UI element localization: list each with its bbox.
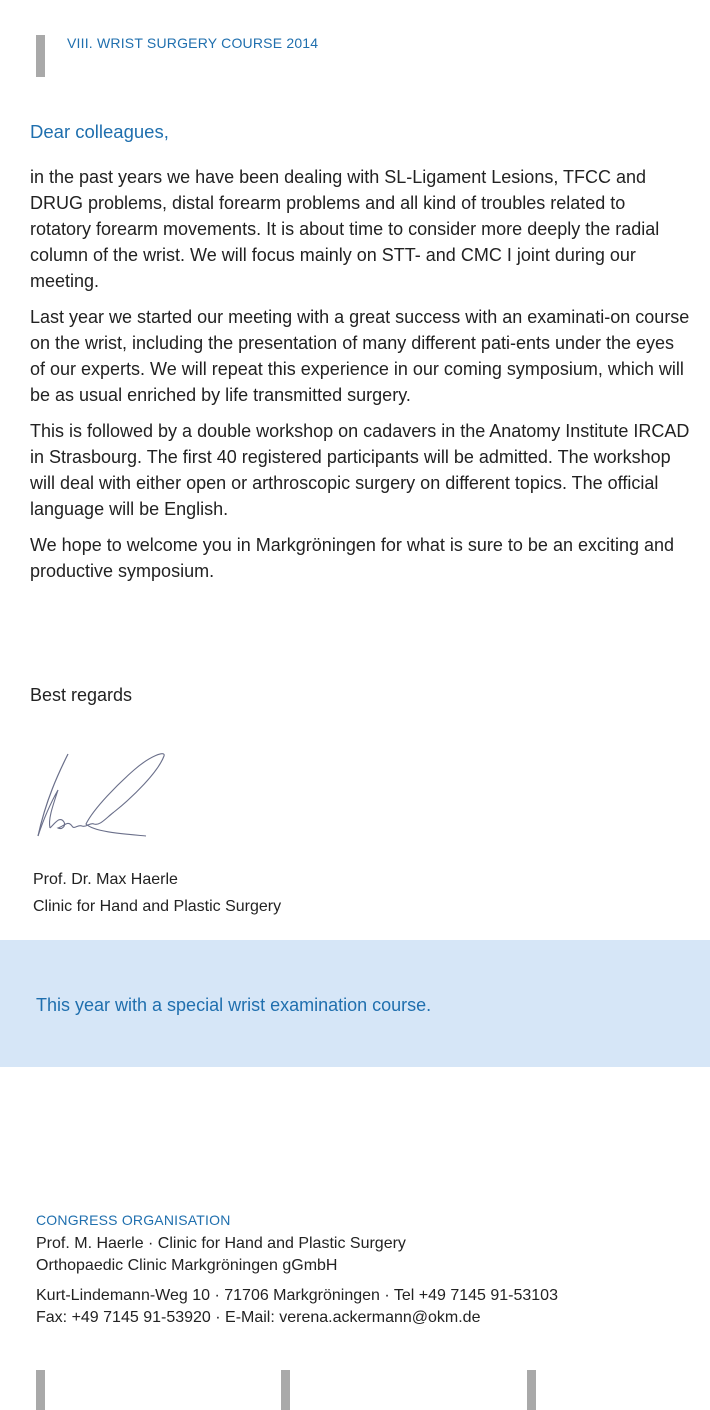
organisation-line-4: Fax: +49 7145 91-53920 · E-Mail: verena.ackermann@okm.de [36,1309,481,1326]
letter-greeting: Dear colleagues, [30,121,169,142]
letter-paragraph-2: Last year we started our meeting with a great success with an examinati-on course on the wrist, including the presentation of many different pati-ents under the eyes of our experts. We will repeat this experience in our coming symposium, which will be as usual enriched by life transmitted surgery. [30,307,690,405]
organisation-line-1: Prof. M. Haerle · Clinic for Hand and Plastic Surgery [36,1235,406,1252]
signer-name: Prof. Dr. Max Haerle [33,871,178,888]
handwritten-signature [34,748,174,849]
organisation-spacer [36,1277,558,1285]
footer-bar-left-decoration [36,1370,45,1410]
congress-organisation-details [36,1233,558,1329]
header-bar-decoration [36,35,45,77]
organisation-line-2: Orthopaedic Clinic Markgröningen gGmbH [36,1257,338,1274]
letter-body [30,164,690,594]
letter-closing: Best regards [30,685,133,705]
letter-paragraph-3: This is followed by a double workshop on cadavers in the Anatomy Institute IRCAD in Strasbourg. The first 40 registered participants will be admitted. The workshop will deal with either open or arthroscopic surgery on different topics. The official language will be English. [30,421,690,519]
letter-paragraph-4: We hope to welcome you in Markgröningen for what is sure to be an exciting and productive symposium. [30,535,675,581]
congress-organisation-label: CONGRESS ORGANISATION [36,1212,231,1228]
footer-bar-right-decoration [527,1370,536,1410]
letter-paragraph-1: in the past years we have been dealing with SL-Ligament Lesions, TFCC and DRUG problems, distal forearm problems and all kind of troubles related to rotatory forearm movements. It is about time to consider more deeply the radial column of the wrist. We will focus mainly on STT- and CMC I joint during our meeting. [30,167,660,291]
highlight-text: This year with a special wrist examination course. [36,995,432,1015]
page-header-title: VIII. WRIST SURGERY COURSE 2014 [67,35,319,51]
organisation-line-3: Kurt-Lindemann-Weg 10 · 71706 Markgröningen · Tel +49 7145 91-53103 [36,1287,558,1304]
signer-block [33,866,281,920]
signer-affiliation: Clinic for Hand and Plastic Surgery [33,898,282,915]
footer-bar-middle-decoration [281,1370,290,1410]
